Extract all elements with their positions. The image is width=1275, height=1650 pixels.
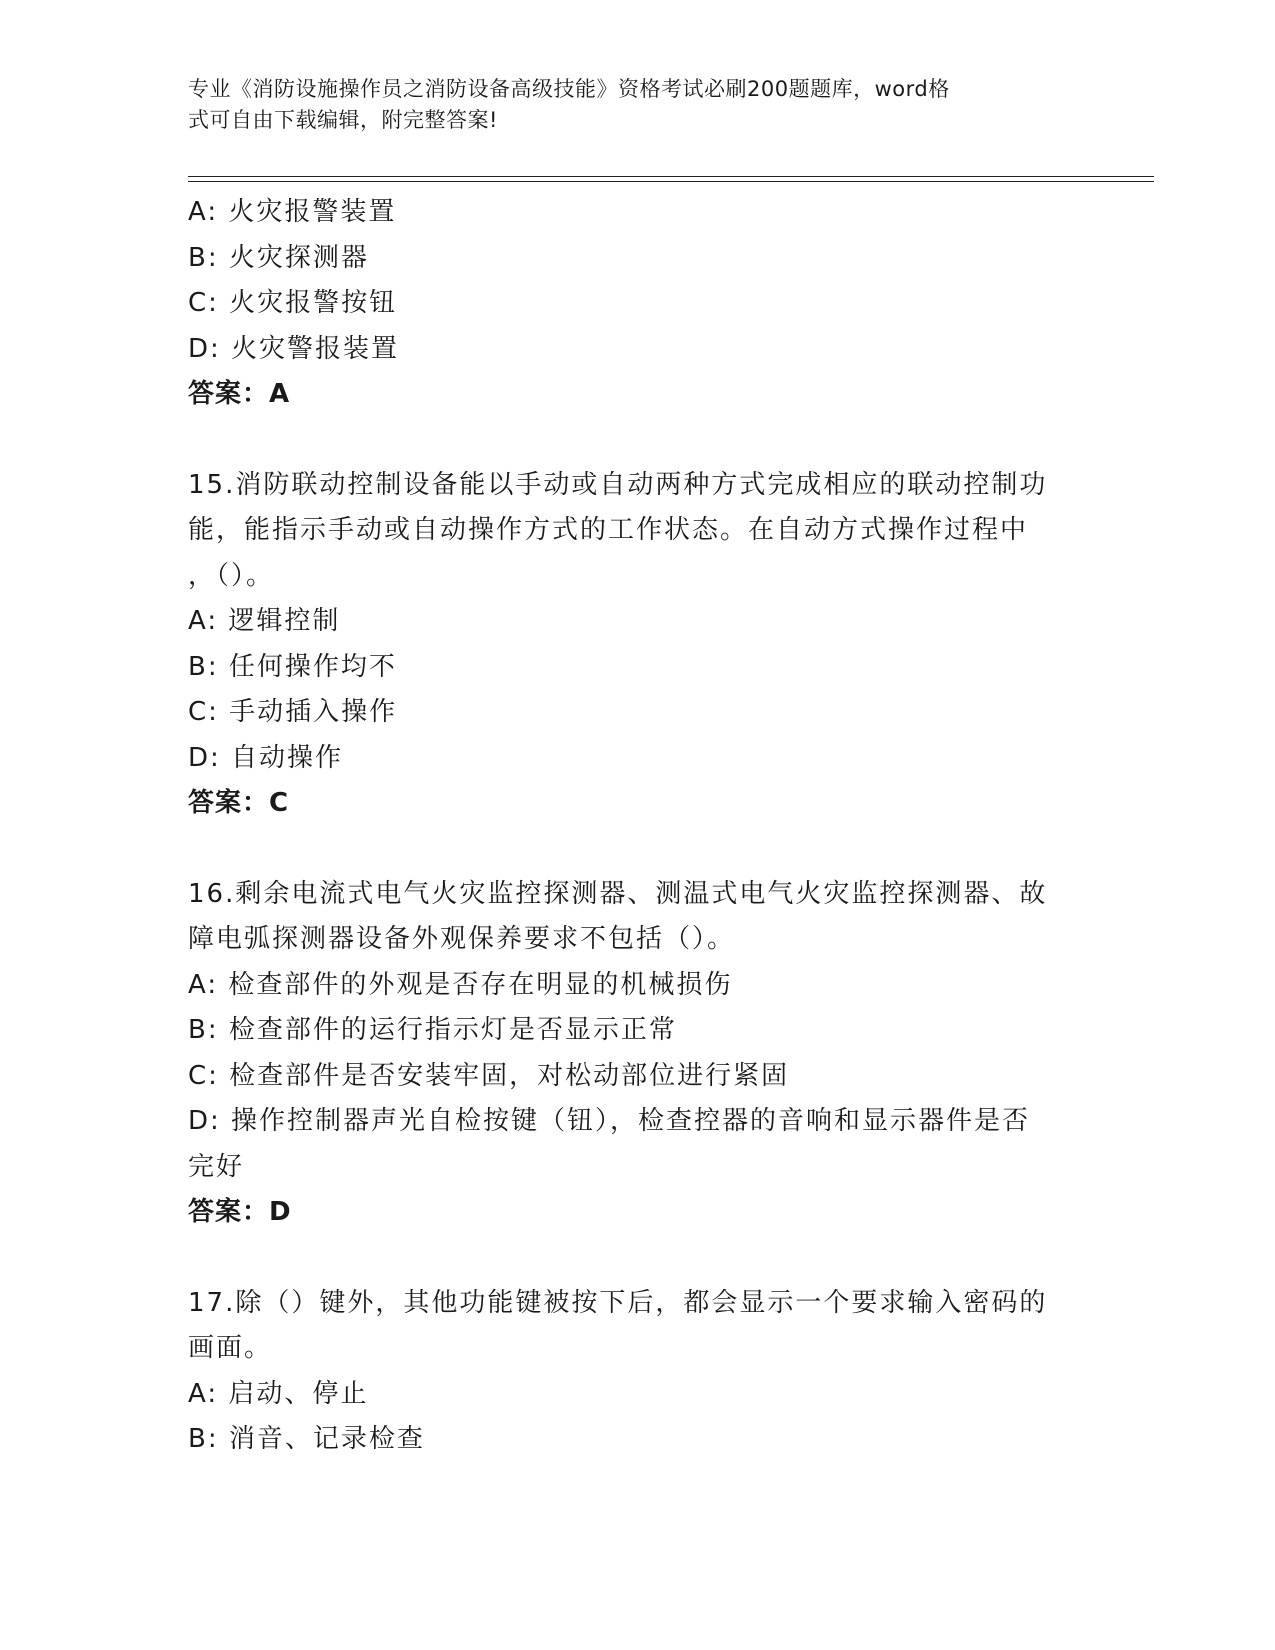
question-list	[188, 190, 1078, 1463]
header-line-2: 式可自由下载编辑，附完整答案!	[188, 108, 498, 132]
option-d: D: 操作控制器声光自检按键（钮），检查控器的音响和显示器件是否	[188, 1106, 1031, 1136]
option-b: B: 检查部件的运行指示灯是否显示正常	[188, 1015, 677, 1045]
question-text-line: ，（）。	[188, 560, 275, 591]
header-line-1: 专业《消防设施操作员之消防设备高级技能》资格考试必刷200题题库，word格	[188, 77, 950, 101]
option-b: B: 消音、记录检查	[188, 1424, 425, 1454]
question-15	[188, 463, 1078, 827]
document-header	[188, 74, 1068, 136]
option-b: B: 火灾探测器	[188, 242, 369, 273]
option-c: C: 检查部件是否安装牢固，对松动部位进行紧固	[188, 1060, 790, 1091]
answer-line: 答案：A	[188, 379, 291, 409]
answer-line: 答案：C	[188, 788, 290, 818]
spacer	[188, 827, 1078, 872]
option-c: C: 手动插入操作	[188, 697, 398, 727]
question-text-line: 17.除（）键外，其他功能键被按下后，都会显示一个要求输入密码的	[188, 1287, 1048, 1318]
question-text-line: 障电弧探测器设备外观保养要求不包括（）。	[188, 924, 736, 954]
option-d: D: 火灾警报装置	[188, 333, 400, 364]
option-a: A: 火灾报警装置	[188, 197, 397, 227]
question-text-line: 16.剩余电流式电气火灾监控探测器、测温式电气火灾监控探测器、故	[188, 878, 1048, 909]
spacer	[188, 1236, 1078, 1281]
question-14	[188, 190, 1078, 418]
spacer	[188, 418, 1078, 463]
option-c: C: 火灾报警按钮	[188, 288, 398, 318]
question-17	[188, 1281, 1078, 1463]
option-d: D: 自动操作	[188, 742, 344, 773]
question-16	[188, 872, 1078, 1236]
question-text-line: 画面。	[188, 1333, 273, 1363]
option-a: A: 启动、停止	[188, 1378, 369, 1409]
option-d-continued: 完好	[188, 1151, 245, 1182]
question-text-line: 15.消防联动控制设备能以手动或自动两种方式完成相应的联动控制功	[188, 469, 1048, 500]
option-a: A: 检查部件的外观是否存在明显的机械损伤	[188, 969, 733, 1000]
question-text-line: 能，能指示手动或自动操作方式的工作状态。在自动方式操作过程中	[188, 515, 1029, 545]
option-a: A: 逻辑控制	[188, 606, 341, 636]
option-b: B: 任何操作均不	[188, 651, 397, 682]
header-divider-bottom	[188, 181, 1154, 182]
header-divider-top	[188, 176, 1154, 177]
answer-line: 答案：D	[188, 1197, 292, 1227]
